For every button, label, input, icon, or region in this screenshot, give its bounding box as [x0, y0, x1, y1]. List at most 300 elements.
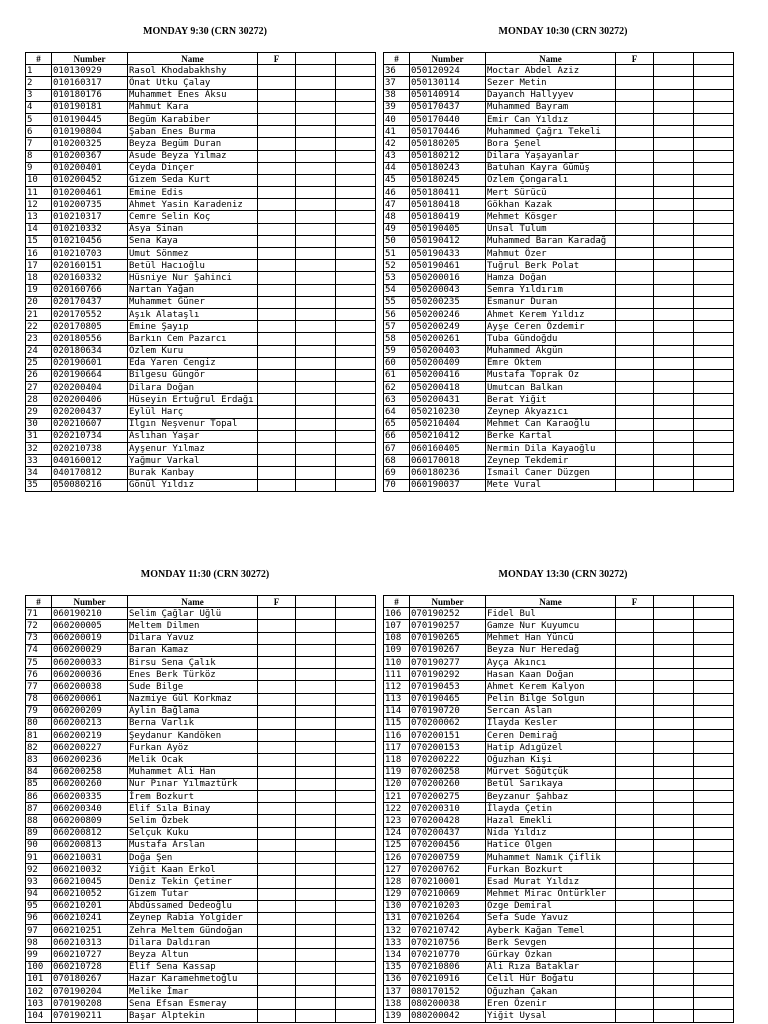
student-name: Mehmet Kösger	[486, 211, 616, 223]
f-cell	[258, 248, 296, 260]
table-row	[384, 961, 734, 973]
row-index: 122	[384, 803, 410, 815]
blank-cell	[694, 803, 734, 815]
blank-cell	[336, 113, 376, 125]
table-row	[384, 199, 734, 211]
blank-cell	[694, 223, 734, 235]
row-index: 1	[26, 65, 52, 77]
blank-cell	[336, 126, 376, 138]
student-number: 070200762	[410, 864, 486, 876]
blank-cell	[336, 321, 376, 333]
table-row	[26, 345, 376, 357]
blank-cell	[296, 876, 336, 888]
table-row	[384, 669, 734, 681]
student-number: 010190445	[52, 113, 128, 125]
table-header-row	[384, 53, 734, 65]
f-cell	[616, 406, 654, 418]
blank-cell	[336, 864, 376, 876]
student-name: Muhammed Akgün	[486, 345, 616, 357]
student-name: Hüsniye Nur Şahinci	[128, 272, 258, 284]
table-row	[384, 284, 734, 296]
blank-cell	[694, 925, 734, 937]
student-number: 070200437	[410, 827, 486, 839]
student-number: 060190210	[52, 608, 128, 620]
f-cell	[616, 187, 654, 199]
table-row	[26, 717, 376, 729]
row-index: 130	[384, 900, 410, 912]
student-number: 060210052	[52, 888, 128, 900]
student-name: Elif Sıla Binay	[128, 803, 258, 815]
blank-cell	[336, 925, 376, 937]
student-number: 020180634	[52, 345, 128, 357]
blank-cell	[654, 382, 694, 394]
row-index: 62	[384, 382, 410, 394]
table-row	[384, 925, 734, 937]
blank-cell	[336, 406, 376, 418]
blank-cell	[336, 223, 376, 235]
blank-cell	[296, 138, 336, 150]
f-cell	[258, 101, 296, 113]
row-index: 69	[384, 467, 410, 479]
f-cell	[616, 839, 654, 851]
student-number: 050180245	[410, 174, 486, 186]
col-header-number: Number	[52, 53, 128, 65]
student-number: 020160332	[52, 272, 128, 284]
table-row	[26, 113, 376, 125]
blank-cell	[336, 681, 376, 693]
table-row	[26, 150, 376, 162]
student-number: 060200209	[52, 705, 128, 717]
row-index: 37	[384, 77, 410, 89]
row-index: 65	[384, 418, 410, 430]
blank-cell	[336, 101, 376, 113]
f-cell	[258, 138, 296, 150]
f-cell	[616, 937, 654, 949]
student-name: Baran Kamaz	[128, 644, 258, 656]
f-cell	[616, 949, 654, 961]
table-row	[384, 973, 734, 985]
table-row	[384, 876, 734, 888]
student-name: Mahmut Özer	[486, 248, 616, 260]
row-index: 44	[384, 162, 410, 174]
student-name: Ayşe Ceren Özdemir	[486, 321, 616, 333]
f-cell	[258, 632, 296, 644]
row-index: 16	[26, 248, 52, 260]
table-row	[384, 345, 734, 357]
student-name: Nida Yıldız	[486, 827, 616, 839]
f-cell	[258, 864, 296, 876]
row-index: 36	[384, 65, 410, 77]
student-name: Burak Kanbay	[128, 467, 258, 479]
student-number: 020190664	[52, 369, 128, 381]
f-cell	[616, 766, 654, 778]
blank-cell	[694, 900, 734, 912]
row-index: 38	[384, 89, 410, 101]
blank-cell	[336, 730, 376, 742]
blank-cell	[654, 101, 694, 113]
student-name: Yiğit Kaan Erkol	[128, 864, 258, 876]
row-index: 110	[384, 656, 410, 668]
student-number: 060200809	[52, 815, 128, 827]
blank-cell	[654, 693, 694, 705]
student-number: 050130114	[410, 77, 486, 89]
student-name: Semra Yıldırım	[486, 284, 616, 296]
table-row	[26, 839, 376, 851]
blank-cell	[336, 199, 376, 211]
student-number: 020200437	[52, 406, 128, 418]
row-index: 90	[26, 839, 52, 851]
blank-cell	[654, 681, 694, 693]
blank-cell	[694, 973, 734, 985]
table-row	[26, 467, 376, 479]
blank-cell	[654, 1010, 694, 1022]
blank-cell	[296, 174, 336, 186]
row-index: 81	[26, 730, 52, 742]
student-number: 070210001	[410, 876, 486, 888]
f-cell	[616, 113, 654, 125]
row-index: 88	[26, 815, 52, 827]
row-index: 28	[26, 394, 52, 406]
table-row	[26, 284, 376, 296]
student-number: 060200227	[52, 742, 128, 754]
blank-cell	[296, 888, 336, 900]
blank-cell	[296, 754, 336, 766]
f-cell	[616, 479, 654, 491]
row-index: 79	[26, 705, 52, 717]
blank-cell	[296, 656, 336, 668]
row-index: 91	[26, 851, 52, 863]
row-index: 87	[26, 803, 52, 815]
blank-cell	[654, 815, 694, 827]
student-number: 060210045	[52, 876, 128, 888]
f-cell	[616, 888, 654, 900]
blank-cell	[296, 211, 336, 223]
blank-cell	[296, 113, 336, 125]
col-header-blank	[296, 53, 336, 65]
blank-cell	[296, 333, 336, 345]
table-row	[26, 455, 376, 467]
blank-cell	[296, 827, 336, 839]
f-cell	[616, 815, 654, 827]
col-header-index: #	[384, 53, 410, 65]
row-index: 97	[26, 925, 52, 937]
blank-cell	[296, 162, 336, 174]
student-number: 080170152	[410, 986, 486, 998]
f-cell	[258, 925, 296, 937]
blank-cell	[654, 851, 694, 863]
blank-cell	[654, 961, 694, 973]
student-number: 010210317	[52, 211, 128, 223]
blank-cell	[694, 211, 734, 223]
row-index: 49	[384, 223, 410, 235]
blank-cell	[694, 260, 734, 272]
student-name: Muhammet Enes Aksu	[128, 89, 258, 101]
student-number: 060210031	[52, 851, 128, 863]
row-index: 114	[384, 705, 410, 717]
table-row	[384, 949, 734, 961]
student-name: Emre Öktem	[486, 357, 616, 369]
blank-cell	[654, 730, 694, 742]
student-name: Betül Hacıoğlu	[128, 260, 258, 272]
student-name: Mehmet Mirac Öntürkler	[486, 888, 616, 900]
student-number: 060200029	[52, 644, 128, 656]
table-row	[26, 669, 376, 681]
table-row	[26, 656, 376, 668]
blank-cell	[654, 296, 694, 308]
row-index: 135	[384, 961, 410, 973]
f-cell	[258, 876, 296, 888]
blank-cell	[654, 406, 694, 418]
blank-cell	[694, 949, 734, 961]
blank-cell	[694, 632, 734, 644]
col-header-name: Name	[486, 53, 616, 65]
student-number: 060200813	[52, 839, 128, 851]
blank-cell	[296, 394, 336, 406]
student-name: Zehra Meltem Gündoğan	[128, 925, 258, 937]
col-header-blank	[694, 53, 734, 65]
table-row	[26, 961, 376, 973]
row-index: 42	[384, 138, 410, 150]
f-cell	[616, 620, 654, 632]
student-name: Gamze Nur Kuyumcu	[486, 620, 616, 632]
f-cell	[258, 998, 296, 1010]
student-name: Muhammed Çağrı Tekeli	[486, 126, 616, 138]
table-row	[384, 126, 734, 138]
student-name: Umutcan Balkan	[486, 382, 616, 394]
student-number: 050170437	[410, 101, 486, 113]
student-number: 010200452	[52, 174, 128, 186]
f-cell	[258, 174, 296, 186]
row-index: 53	[384, 272, 410, 284]
blank-cell	[694, 126, 734, 138]
section-title-4: MONDAY 13:30 (CRN 30272)	[498, 569, 628, 580]
student-name: Hasan Kaan Doğan	[486, 669, 616, 681]
blank-cell	[296, 998, 336, 1010]
f-cell	[258, 1010, 296, 1022]
student-name: Asude Beyza Yılmaz	[128, 150, 258, 162]
table-row	[26, 742, 376, 754]
blank-cell	[336, 150, 376, 162]
col-header-blank	[296, 596, 336, 608]
blank-cell	[296, 925, 336, 937]
row-index: 85	[26, 778, 52, 790]
col-header-index: #	[26, 53, 52, 65]
student-name: Gürkay Özkan	[486, 949, 616, 961]
row-index: 76	[26, 669, 52, 681]
blank-cell	[296, 479, 336, 491]
student-name: Beyza Begüm Duran	[128, 138, 258, 150]
student-number: 050200416	[410, 369, 486, 381]
row-index: 103	[26, 998, 52, 1010]
table-header-row	[26, 596, 376, 608]
student-number: 070200222	[410, 754, 486, 766]
f-cell	[616, 382, 654, 394]
f-cell	[616, 321, 654, 333]
blank-cell	[336, 467, 376, 479]
table-row	[26, 187, 376, 199]
roster-table-3	[25, 595, 376, 1023]
table-row	[384, 620, 734, 632]
student-number: 010190181	[52, 101, 128, 113]
student-name: Muhammed Bayram	[486, 101, 616, 113]
row-index: 137	[384, 986, 410, 998]
blank-cell	[694, 430, 734, 442]
table-row	[26, 223, 376, 235]
row-index: 61	[384, 369, 410, 381]
row-index: 59	[384, 345, 410, 357]
student-name: Dilara Doğan	[128, 382, 258, 394]
row-index: 6	[26, 126, 52, 138]
blank-cell	[296, 150, 336, 162]
student-name: Dilara Daldıran	[128, 937, 258, 949]
student-name: Selim Çağlar Uğlü	[128, 608, 258, 620]
student-name: Önat Utku Çalay	[128, 77, 258, 89]
row-index: 9	[26, 162, 52, 174]
blank-cell	[654, 248, 694, 260]
student-name: Beyzanur Şahbaz	[486, 791, 616, 803]
blank-cell	[694, 394, 734, 406]
student-name: Berat Yiğit	[486, 394, 616, 406]
blank-cell	[694, 345, 734, 357]
student-number: 060190037	[410, 479, 486, 491]
table-row	[26, 248, 376, 260]
blank-cell	[336, 138, 376, 150]
blank-cell	[654, 900, 694, 912]
row-index: 5	[26, 113, 52, 125]
student-number: 070210770	[410, 949, 486, 961]
table-row	[384, 418, 734, 430]
student-name: Esmanur Duran	[486, 296, 616, 308]
blank-cell	[654, 211, 694, 223]
blank-cell	[296, 65, 336, 77]
student-name: Betül Sarıkaya	[486, 778, 616, 790]
blank-cell	[336, 912, 376, 924]
table-row	[384, 815, 734, 827]
student-number: 050170440	[410, 113, 486, 125]
blank-cell	[336, 479, 376, 491]
blank-cell	[336, 308, 376, 320]
student-name: Bilgesu Güngör	[128, 369, 258, 381]
table-row	[384, 888, 734, 900]
blank-cell	[296, 986, 336, 998]
student-name: Yağmur Varkal	[128, 455, 258, 467]
student-name: Hatice Ölgen	[486, 839, 616, 851]
blank-cell	[694, 272, 734, 284]
student-number: 060200036	[52, 669, 128, 681]
table-row	[384, 455, 734, 467]
blank-cell	[296, 973, 336, 985]
row-index: 80	[26, 717, 52, 729]
blank-cell	[694, 608, 734, 620]
row-index: 10	[26, 174, 52, 186]
student-name: Muhammet Güner	[128, 296, 258, 308]
blank-cell	[296, 187, 336, 199]
student-number: 070200275	[410, 791, 486, 803]
blank-cell	[336, 608, 376, 620]
blank-cell	[694, 693, 734, 705]
f-cell	[258, 235, 296, 247]
blank-cell	[336, 272, 376, 284]
student-number: 060200019	[52, 632, 128, 644]
row-index: 56	[384, 308, 410, 320]
row-index: 21	[26, 308, 52, 320]
blank-cell	[654, 937, 694, 949]
student-number: 070190252	[410, 608, 486, 620]
table-row	[26, 65, 376, 77]
table-row	[384, 272, 734, 284]
student-name: Bora Şenel	[486, 138, 616, 150]
blank-cell	[694, 839, 734, 851]
blank-cell	[694, 455, 734, 467]
student-number: 060210201	[52, 900, 128, 912]
f-cell	[616, 912, 654, 924]
f-cell	[616, 693, 654, 705]
student-number: 070210756	[410, 937, 486, 949]
blank-cell	[654, 632, 694, 644]
f-cell	[616, 248, 654, 260]
student-number: 060180236	[410, 467, 486, 479]
f-cell	[616, 77, 654, 89]
student-name: Oğuzhan Kişi	[486, 754, 616, 766]
col-header-number: Number	[52, 596, 128, 608]
blank-cell	[654, 345, 694, 357]
f-cell	[258, 973, 296, 985]
blank-cell	[694, 669, 734, 681]
blank-cell	[654, 620, 694, 632]
blank-cell	[296, 443, 336, 455]
blank-cell	[654, 443, 694, 455]
student-name: Abdüssamed Dedeoğlu	[128, 900, 258, 912]
student-number: 050200246	[410, 308, 486, 320]
student-name: Emir Can Yıldız	[486, 113, 616, 125]
f-cell	[616, 162, 654, 174]
student-name: Nartan Yağan	[128, 284, 258, 296]
row-index: 31	[26, 430, 52, 442]
table-row	[384, 986, 734, 998]
f-cell	[616, 778, 654, 790]
table-row	[384, 693, 734, 705]
table-row	[384, 681, 734, 693]
blank-cell	[336, 791, 376, 803]
f-cell	[258, 766, 296, 778]
student-name: Hüseyin Ertuğrul Erdağı	[128, 394, 258, 406]
student-number: 050180418	[410, 199, 486, 211]
blank-cell	[694, 308, 734, 320]
f-cell	[258, 406, 296, 418]
table-row	[384, 174, 734, 186]
student-name: Elif Sena Kassap	[128, 961, 258, 973]
row-index: 39	[384, 101, 410, 113]
student-name: Sude Bilge	[128, 681, 258, 693]
student-name: Nermin Dila Kayaoğlu	[486, 443, 616, 455]
f-cell	[616, 632, 654, 644]
student-name: Cemre Selin Koç	[128, 211, 258, 223]
f-cell	[616, 138, 654, 150]
student-name: Fidel Bul	[486, 608, 616, 620]
table-row	[26, 369, 376, 381]
f-cell	[616, 961, 654, 973]
blank-cell	[654, 357, 694, 369]
col-header-index: #	[384, 596, 410, 608]
student-name: İlayda Çetin	[486, 803, 616, 815]
student-number: 070190277	[410, 656, 486, 668]
row-index: 45	[384, 174, 410, 186]
blank-cell	[296, 620, 336, 632]
table-row	[26, 644, 376, 656]
student-number: 060170018	[410, 455, 486, 467]
row-index: 24	[26, 345, 52, 357]
blank-cell	[336, 876, 376, 888]
